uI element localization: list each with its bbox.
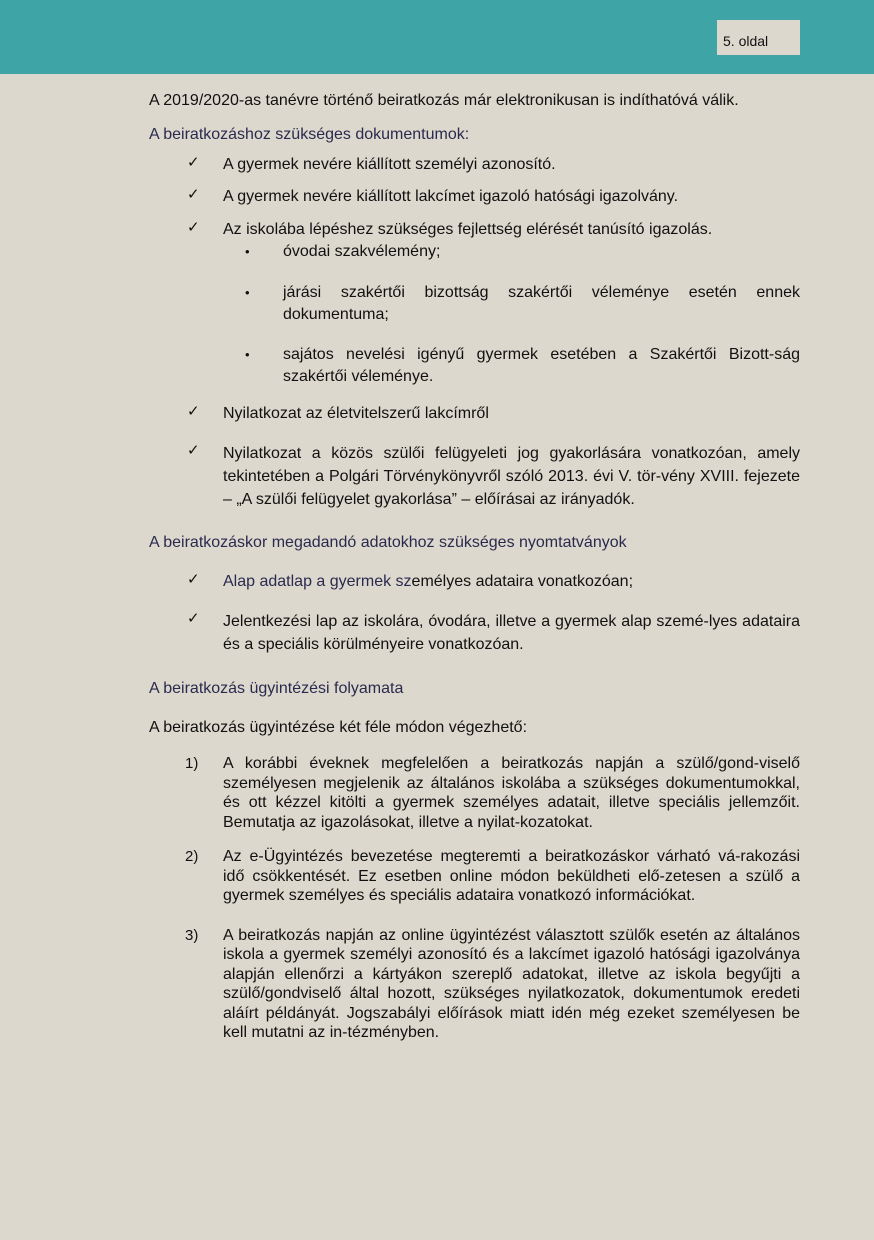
numbered-item-text: Az e-Ügyintézés bevezetése megteremti a beiratkozáskor várható vá-rakozási idő csökkentését. Ez esetben online módon beküldheti elő-zetesen a szülő a gyermek személyes és speciális adataira vonatkozó információkat. xyxy=(223,848,800,904)
bullet-icon: • xyxy=(245,285,250,300)
list-item xyxy=(187,185,800,207)
sub-list-item xyxy=(245,282,800,326)
process-intro: A beiratkozás ügyintézése két féle módon végezhető: xyxy=(149,719,528,736)
section-heading-documents: A beiratkozáshoz szükséges dokumentumok: xyxy=(149,126,470,143)
checkmark-icon: ✓ xyxy=(187,609,200,627)
list-item xyxy=(187,218,800,240)
list-item-text: A gyermek nevére kiállított lakcímet igazoló hatósági igazolvány. xyxy=(223,188,679,205)
checkmark-icon: ✓ xyxy=(187,153,200,171)
item-number: 2) xyxy=(185,848,199,865)
sub-list-item-text: járási szakértői bizottság szakértői véleménye esetén ennek dokumentuma; xyxy=(283,284,800,323)
document-body xyxy=(149,91,800,1043)
list-item-text: Jelentkezési lap az iskolára, óvodára, illetve a gyermek alap szemé-lyes adataira és a speciális körülményeire vonatkozóan. xyxy=(223,613,800,653)
list-item-text: Nyilatkozat az életvitelszerű lakcímről xyxy=(223,405,489,422)
list-item-text: A gyermek nevére kiállított személyi azonosító. xyxy=(223,156,556,173)
sub-list-item-text: óvodai szakvélemény; xyxy=(283,243,441,260)
list-item xyxy=(187,441,800,511)
numbered-item-text: A beiratkozás napján az online ügyintézést választott szülők esetén az általános iskola a gyermek személyi azonosító és a lakcímet igazoló hatósági igazolványa alapján ellenőrzi a kártyákon szereplő adatokat, illetve az iskola begyűjti a szülő/gondviselő által hozott, szükséges nyilatkozatok, dokumentumok eredeti aláírt példányát. Jogszabályi előírások miatt idén még ezeket személyesen be kell mutatni az in-tézményben. xyxy=(223,926,800,1041)
bullet-icon: • xyxy=(245,244,250,259)
item-number: 1) xyxy=(185,755,199,772)
sub-list-item xyxy=(245,242,800,262)
intro-paragraph: A 2019/2020-as tanévre történő beiratkozás már elektronikusan is indíthatóvá válik. xyxy=(149,92,739,109)
section-heading-process: A beiratkozás ügyintézési folyamata xyxy=(149,680,404,697)
checkmark-icon: ✓ xyxy=(187,218,200,236)
sub-list-item-text: sajátos nevelési igényű gyermek esetében a Szakértői Bizott-ság szakértői véleménye. xyxy=(283,346,800,385)
list-item xyxy=(187,570,800,592)
numbered-item xyxy=(185,754,800,832)
list-item-text: Nyilatkozat a közös szülői felügyeleti jog gyakorlására vonatkozóan, amely tekintetében a Polgári Törvénykönyvről szóló 2013. évi V. tör-vény XVIII. fejezete – „A szülői felügyelet gyakorlása” – előírásai az irányadók. xyxy=(223,445,800,508)
numbered-item-text: A korábbi éveknek megfelelően a beiratkozás napján a szülő/gond-viselő személyesen megjelenik az általános iskolába a szükséges dokumentumokkal, és ott kézzel kitölti a gyermek személyes adatait, illetve speciális jellemzőit. Bemutatja az igazolásokat, illetve a nyilat-kozatokat. xyxy=(223,755,800,831)
item-number: 3) xyxy=(185,926,199,944)
checkmark-icon: ✓ xyxy=(187,185,200,203)
list-item xyxy=(187,153,800,175)
numbered-item xyxy=(185,926,800,1043)
section-heading-forms: A beiratkozáskor megadandó adatokhoz szükséges nyomtatványok xyxy=(149,534,627,551)
sub-list-item xyxy=(245,344,800,388)
page-number: 5. oldal xyxy=(717,20,800,55)
checkmark-icon: ✓ xyxy=(187,441,200,459)
list-item xyxy=(187,609,800,656)
list-item-text: Az iskolába lépéshez szükséges fejlettség elérését tanúsító igazolás. xyxy=(223,221,713,238)
list-item-text: Alap adatlap a gyermek személyes adataira vonatkozóan; xyxy=(223,573,634,590)
numbered-item xyxy=(185,847,800,906)
checkmark-icon: ✓ xyxy=(187,570,200,588)
list-item xyxy=(187,402,800,424)
checkmark-icon: ✓ xyxy=(187,402,200,420)
bullet-icon: • xyxy=(245,347,250,362)
